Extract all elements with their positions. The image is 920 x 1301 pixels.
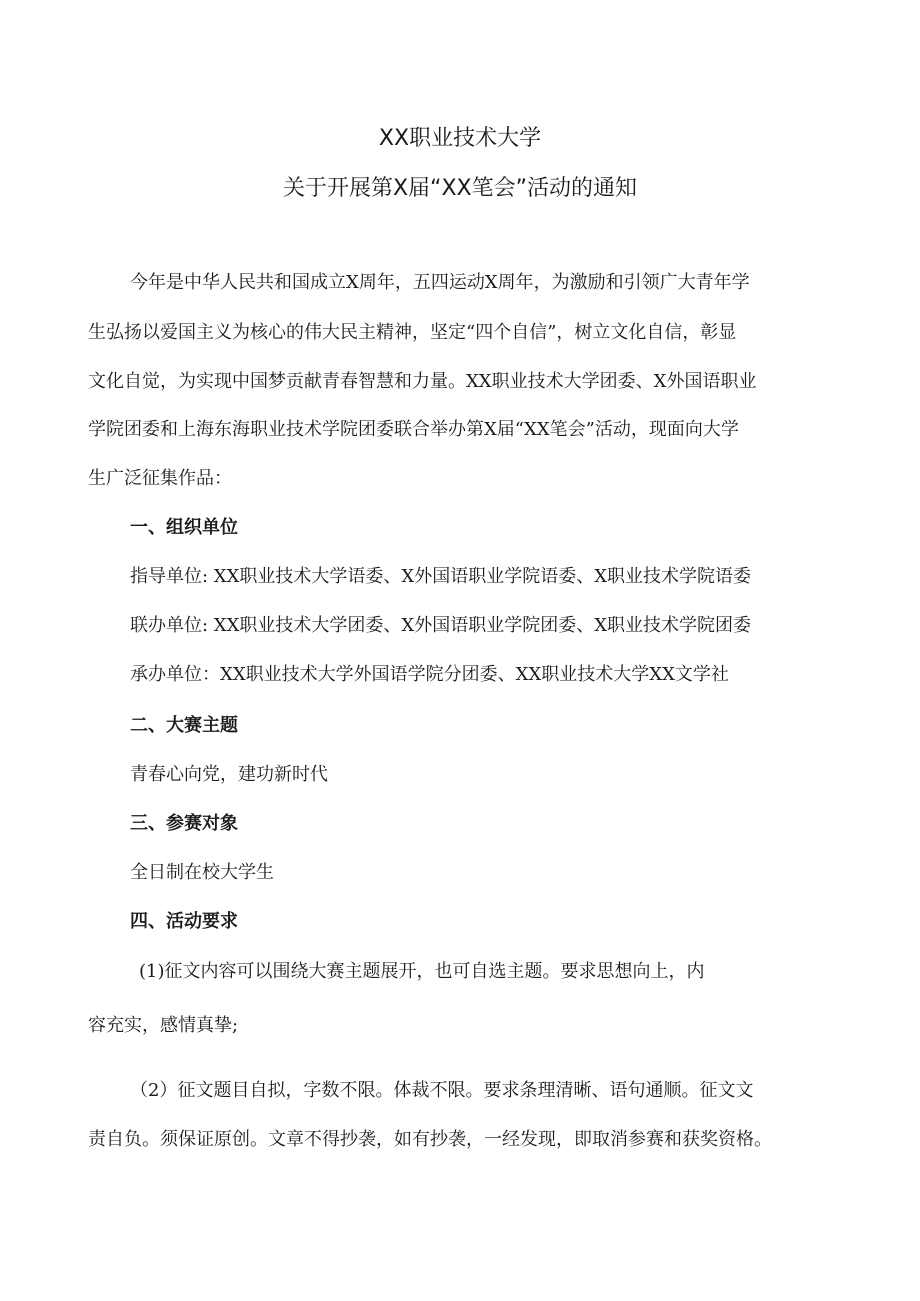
section-heading-participants: 三、参赛对象 <box>130 813 238 834</box>
intro-line-3: 文化自觉，为实现中国梦贡献青春智慧和力量。XX职业技术大学团委、X外国语职业 <box>88 371 757 392</box>
participants: 全日制在校大学生 <box>130 862 274 883</box>
intro-line-1: 今年是中华人民共和国成立X周年，五四运动X周年，为激励和引领广大青年学 <box>130 272 750 293</box>
section-heading-theme: 二、大赛主题 <box>130 715 238 736</box>
requirement-2-line-1: （2）征文题目自拟，字数不限。体裁不限。要求条理清晰、语句通顺。征文文 <box>130 1080 754 1101</box>
section-heading-organizers: 一、组织单位 <box>130 517 238 538</box>
contest-theme: 青春心向党，建功新时代 <box>130 764 328 785</box>
requirement-1-line-2: 容充实，感情真挚; <box>88 1015 239 1036</box>
section-heading-requirements: 四、活动要求 <box>130 911 238 932</box>
intro-line-2: 生弘扬以爱国主义为核心的伟大民主精神，坚定“四个自信”，树立文化自信，彰显 <box>88 322 737 343</box>
requirement-2-line-2: 责自负。须保证原创。文章不得抄袭，如有抄袭，一经发现，即取消参赛和获奖资格。 <box>88 1129 772 1150</box>
requirement-1-line-1: (1)征文内容可以围绕大赛主题展开，也可自选主题。要求思想向上，内 <box>139 961 705 982</box>
host-units: 承办单位：XX职业技术大学外国语学院分团委、XX职业技术大学XX文学社 <box>130 664 729 685</box>
intro-line-4: 学院团委和上海东海职业技术学院团委联合举办第X届“XX笔会”活动，现面向大学 <box>88 419 739 440</box>
guiding-units: 指导单位: XX职业技术大学语委、X外国语职业学院语委、X职业技术学院语委 <box>130 566 752 587</box>
document-title-line-1: XX职业技术大学 <box>378 126 542 151</box>
document-title-line-2: 关于开展第X届“XX笔会”活动的通知 <box>282 176 637 201</box>
intro-line-5: 生广泛征集作品： <box>88 468 232 489</box>
co-organizing-units: 联办单位: XX职业技术大学团委、X外国语职业学院团委、X职业技术学院团委 <box>130 615 752 636</box>
